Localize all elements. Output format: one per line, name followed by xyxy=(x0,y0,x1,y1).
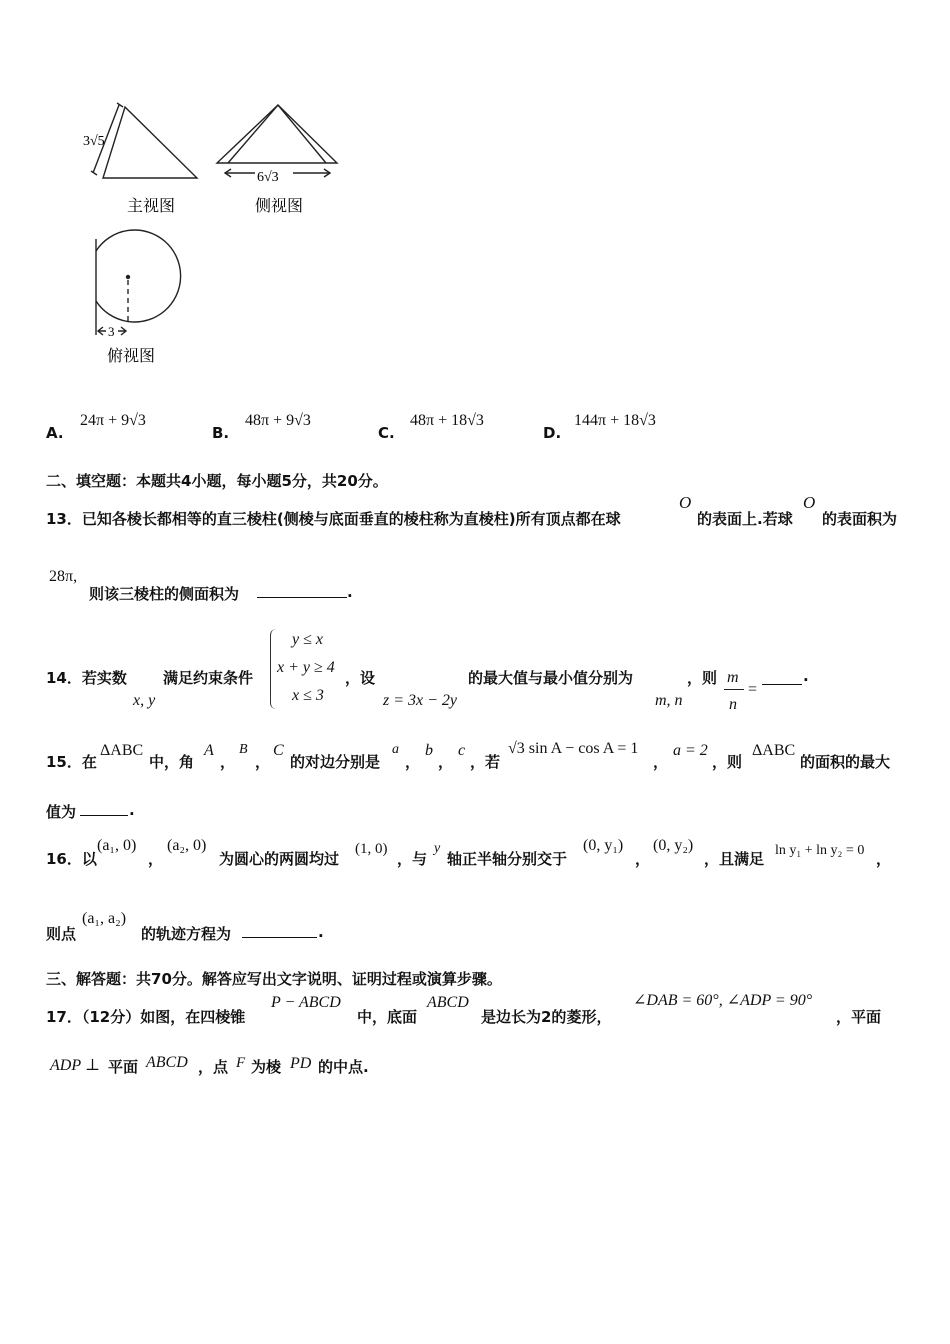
q14-fraction-num: m xyxy=(727,669,739,686)
q16-text-2: ，与 xyxy=(397,850,428,868)
q13-sphere-o2: O xyxy=(803,493,816,512)
q16-point-1: (a₁, 0) xyxy=(97,837,137,854)
q14-constraint-3: x ≤ 3 xyxy=(292,687,324,704)
q13-answer-blank[interactable] xyxy=(257,583,347,598)
q15-sep-3: ， xyxy=(405,753,421,771)
q14-constraint-2: x + y ≥ 4 xyxy=(277,659,335,676)
q16-sep-1: ， xyxy=(148,850,164,868)
q17-text-5: ，点 xyxy=(198,1058,229,1076)
top-view-label: 俯视图 xyxy=(107,346,156,365)
q16-y-axis: y xyxy=(434,841,441,856)
q17-label: 17．（12分）如图，在四棱锥 xyxy=(46,1008,246,1026)
q13-text-part2: 的表面上.若球 xyxy=(697,510,793,528)
q16-line2-label: 则点 xyxy=(46,925,77,943)
q15-triangle-1: ΔABC xyxy=(100,742,144,759)
q14-cond-label: 满足约束条件 xyxy=(163,669,254,687)
q16-text-3: 轴正半轴分别交于 xyxy=(447,850,568,868)
option-d-expression: 144π + 18√3 xyxy=(574,412,656,429)
q16-sep-3: ， xyxy=(876,850,892,868)
q14-mn: m, n xyxy=(655,692,683,709)
q14-then: ，则 xyxy=(687,669,718,687)
q13-text-part1: 13．已知各棱长都相等的直三棱柱(侧棱与底面垂直的棱柱称为直棱柱)所有顶点都在球 xyxy=(46,510,621,528)
q16-point-2: (a₂, 0) xyxy=(167,837,207,854)
q16-point-4: (0, y₁) xyxy=(583,837,624,854)
q14-fraction-bar xyxy=(724,689,744,690)
q13-text-part4: 则该三棱柱的侧面积为 xyxy=(89,585,240,603)
side-view-label: 侧视图 xyxy=(255,196,304,215)
q14-answer-blank[interactable] xyxy=(762,670,802,685)
q13-sphere-o1: O xyxy=(679,493,692,512)
q16-label: 16．以 xyxy=(46,850,97,868)
option-c-expression: 48π + 18√3 xyxy=(410,412,484,429)
q15-equation-1: √3 sin A − cos A = 1 xyxy=(508,740,639,757)
q17-text-2: 是边长为2的菱形， xyxy=(481,1008,612,1026)
side-view-drawing xyxy=(217,105,337,177)
top-view-dimension: 3 xyxy=(108,324,115,339)
q13-period: . xyxy=(347,583,353,601)
q13-surface-area: 28π, xyxy=(49,568,78,585)
top-view-drawing xyxy=(96,230,181,335)
q17-text-6: 为棱 xyxy=(251,1058,282,1076)
front-view-dimension: 3√5 xyxy=(83,134,105,149)
q15-var-c: c xyxy=(458,742,466,759)
q14-constraint-1: y ≤ x xyxy=(292,631,323,648)
q17-text-7: 的中点. xyxy=(318,1058,369,1076)
option-d-letter: D. xyxy=(543,424,562,442)
option-a-letter: A. xyxy=(46,424,64,442)
q17-base: ABCD xyxy=(427,994,469,1011)
q14-equals: = xyxy=(748,681,758,698)
q15-answer-blank[interactable] xyxy=(80,801,128,816)
q15-var-b: b xyxy=(425,742,433,759)
front-view-drawing xyxy=(91,103,197,178)
q16-log-equation: ln y₁ + ln y₂ = 0 xyxy=(775,843,865,858)
q16-point-3: (1, 0) xyxy=(355,841,388,857)
q17-plane-abcd: ABCD xyxy=(146,1054,188,1071)
q15-opposite-text: 的对边分别是 xyxy=(290,753,381,771)
q15-equation-2: a = 2 xyxy=(673,742,708,759)
q17-angles: ∠DAB = 60°, ∠ADP = 90° xyxy=(633,992,813,1009)
q16-text-5: 的轨迹方程为 xyxy=(141,925,232,943)
q16-text-4: ，且满足 xyxy=(704,850,765,868)
q15-sep-1: ， xyxy=(220,753,236,771)
q16-point-5: (0, y₂) xyxy=(653,837,694,854)
q15-value-label: 值为 xyxy=(46,803,77,821)
q16-text-1: 为圆心的两圆均过 xyxy=(219,850,340,868)
q15-angle-text: 中，角 xyxy=(149,753,195,771)
q13-text-part3: 的表面积为 xyxy=(822,510,898,528)
q14-mid-text: 的最大值与最小值分别为 xyxy=(468,669,634,687)
q15-var-a-cap: A xyxy=(204,742,214,759)
q15-period: . xyxy=(129,801,135,819)
option-b-letter: B. xyxy=(212,424,230,442)
q15-max-text: 的面积的最大 xyxy=(800,753,891,771)
q15-if: ，若 xyxy=(470,753,501,771)
q15-sep-5: ， xyxy=(653,753,669,771)
section2-heading: 二、填空题：本题共4小题，每小题5分，共20分。 xyxy=(46,472,388,490)
q15-label: 15．在 xyxy=(46,753,97,771)
q15-sep-2: ， xyxy=(255,753,271,771)
q17-text-1: 中，底面 xyxy=(357,1008,418,1026)
front-view-label: 主视图 xyxy=(127,196,176,215)
q16-answer-blank[interactable] xyxy=(242,923,317,938)
section3-heading: 三、解答题：共70分。解答应写出文字说明、证明过程或演算步骤。 xyxy=(46,970,502,988)
q14-set-label: ，设 xyxy=(345,669,376,687)
q17-point-f: F xyxy=(236,1055,246,1071)
q17-pyramid: P − ABCD xyxy=(271,994,341,1011)
side-view-dimension: 6√3 xyxy=(257,170,279,185)
q16-point-6: (a₁, a₂) xyxy=(82,910,127,927)
q14-label: 14．若实数 xyxy=(46,669,127,687)
three-view-figure xyxy=(75,95,365,370)
q17-plane-adp: ADP ⊥ xyxy=(50,1057,100,1074)
q15-var-b-cap: B xyxy=(239,742,248,757)
q15-var-a: a xyxy=(392,742,399,757)
q14-objective: z = 3x − 2y xyxy=(383,692,458,709)
q14-period: . xyxy=(803,667,809,685)
q15-var-c-cap: C xyxy=(273,742,284,759)
option-c-letter: C. xyxy=(378,424,395,442)
q16-sep-2: ， xyxy=(635,850,651,868)
q14-fraction-den: n xyxy=(729,696,737,713)
q15-then: ，则 xyxy=(712,753,743,771)
q17-text-3: ，平面 xyxy=(836,1008,882,1026)
q15-triangle-2: ΔABC xyxy=(752,742,796,759)
q14-vars: x, y xyxy=(133,692,156,709)
q17-edge-pd: PD xyxy=(290,1055,312,1072)
q15-sep-4: ， xyxy=(438,753,454,771)
q17-text-4: 平面 xyxy=(108,1058,139,1076)
option-a-expression: 24π + 9√3 xyxy=(80,412,146,429)
q16-period: . xyxy=(318,923,324,941)
option-b-expression: 48π + 9√3 xyxy=(245,412,311,429)
